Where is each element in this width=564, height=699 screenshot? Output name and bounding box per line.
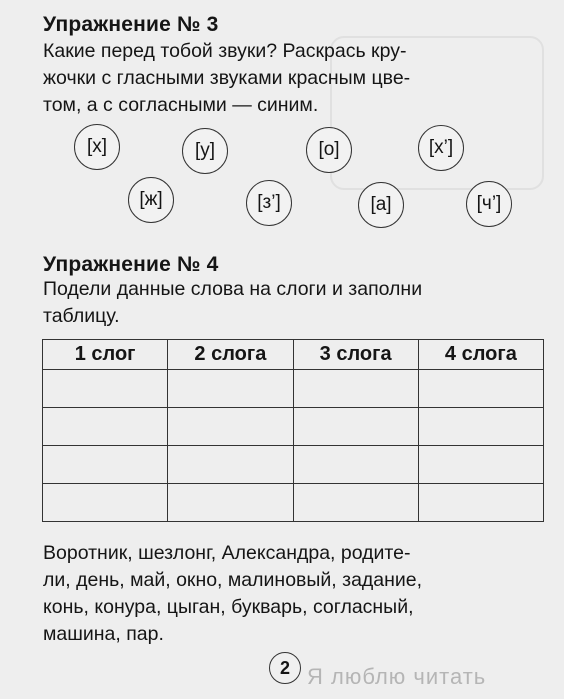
instruction-line: жочки с гласными звуками красным цве-: [43, 67, 411, 89]
watermark: Я люблю читать: [307, 664, 487, 689]
word-line: конь, конура, цыган, букварь, согласный,: [43, 596, 414, 618]
syllable-table: [42, 339, 544, 522]
sound-circle-zh[interactable]: [ж]: [128, 177, 174, 223]
exercise-3-instructions: [43, 38, 548, 119]
sound-circle-a[interactable]: [а]: [358, 182, 404, 228]
sound-circle-z-soft[interactable]: [з’]: [246, 180, 292, 226]
table-cell[interactable]: [418, 484, 543, 522]
table-cell[interactable]: [168, 408, 293, 446]
table-cell[interactable]: [293, 408, 418, 446]
sound-circle-kh[interactable]: [х]: [74, 124, 120, 170]
exercise-4-instructions: [43, 276, 548, 330]
table-header-row: [43, 340, 544, 370]
table-cell[interactable]: [168, 446, 293, 484]
instruction-line: Подели данные слова на слоги и заполни: [43, 278, 423, 300]
instruction-line: таблицу.: [43, 305, 120, 327]
table-cell[interactable]: [418, 370, 543, 408]
table-cell[interactable]: [168, 370, 293, 408]
table-cell[interactable]: [418, 446, 543, 484]
word-list: [43, 540, 548, 648]
exercise-4-title: Упражнение № 4: [43, 253, 219, 276]
table-row: [43, 446, 544, 484]
word-line: Воротник, шезлонг, Александра, родите-: [43, 542, 411, 564]
word-line: ли, день, май, окно, малиновый, задание,: [43, 569, 423, 591]
header-1-syllable: 1 слог: [43, 340, 168, 370]
instruction-line: Какие перед тобой звуки? Раскрась кру-: [43, 40, 407, 62]
sound-circle-ch-soft[interactable]: [ч’]: [466, 181, 512, 227]
page-number: 2: [269, 652, 301, 684]
header-2-syllables: 2 слога: [168, 340, 293, 370]
table-cell[interactable]: [43, 370, 168, 408]
table-cell[interactable]: [43, 484, 168, 522]
table-cell[interactable]: [293, 484, 418, 522]
table-row: [43, 408, 544, 446]
header-4-syllables: 4 слога: [418, 340, 543, 370]
sound-circle-kh-soft[interactable]: [х’]: [418, 125, 464, 171]
table-cell[interactable]: [418, 408, 543, 446]
sound-circle-o[interactable]: [о]: [306, 127, 352, 173]
exercise-3-title: Упражнение № 3: [43, 13, 219, 36]
word-line: машина, пар.: [43, 623, 164, 645]
header-3-syllables: 3 слога: [293, 340, 418, 370]
table-row: [43, 484, 544, 522]
table-row: [43, 370, 544, 408]
instruction-line: том, а с согласными — синим.: [43, 94, 319, 116]
table-cell[interactable]: [43, 408, 168, 446]
table-cell[interactable]: [293, 370, 418, 408]
table-cell[interactable]: [168, 484, 293, 522]
table-cell[interactable]: [293, 446, 418, 484]
sound-circle-u[interactable]: [у]: [182, 128, 228, 174]
table-cell[interactable]: [43, 446, 168, 484]
